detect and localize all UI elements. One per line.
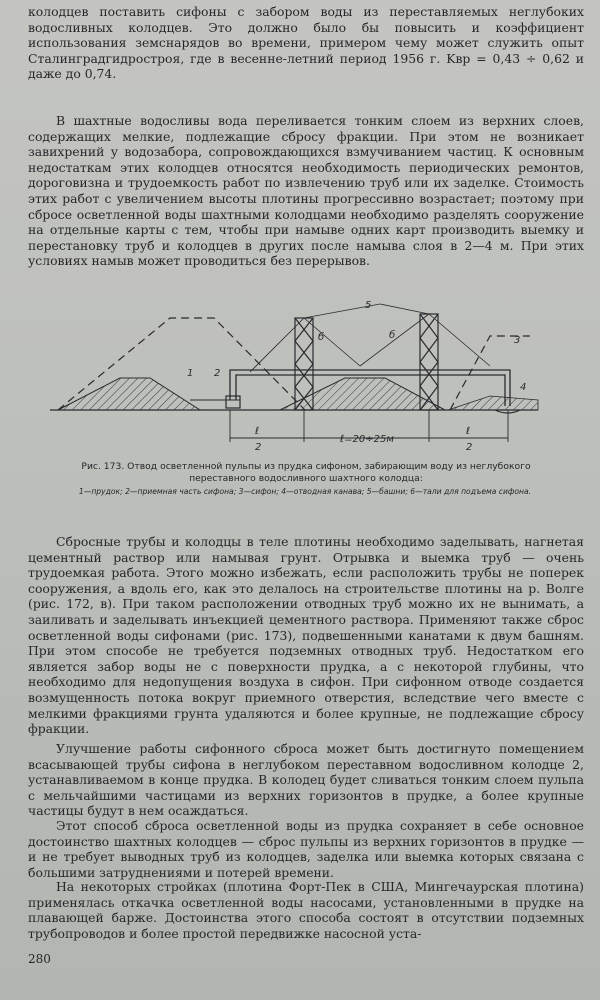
label-6b: б xyxy=(389,330,396,341)
paragraph-3: Сбросные трубы и колодцы в теле плотины необходимо заделывать, нагнетая цементный раствор или намывая грунт. Отрывка и выемка труб — очень трудоемкая работа. Этого можно избежать, если расположить трубы не поперек сооружения, а вдоль его, как это делалось на строительстве плотины на р. Волге (рис. 172, в). При таком расположении отводных труб можно их не вынимать, а заиливать и заделывать инъекцией цементного раствора. Применяют также сброс осветленной воды сифонами (рис. 173), подвешенными канатами к двум башням. При этом способе не требуется подземных отводных труб. Недостатком его является забор воды не с поверхности прудка, а с некоторой глубины, что необходимо для недопущения воздуха в сифон. При сифонном отводе создается возмущенность потока вокруг приемного отверстия, вследствие чего вместе с мелкими фракциями грунта удаляются и более крупные, не подлежащие сбросу фракции. xyxy=(28,534,584,737)
label-6a: б xyxy=(318,332,325,343)
paragraph-1: колодцев поставить сифоны с забором воды из переставляемых неглубоких водосливных колодцев. Это должно было бы повысить и коэффициент использования земснарядов во времени, примером чему может служить опыт Сталинградгидростроя, где в весенне-летний период 1956 г. Kвр = 0,43 ÷ 0,62 и даже до 0,74. xyxy=(28,4,584,82)
figure-caption: Рис. 173. Отвод осветленной пульпы из прудка сифоном, забирающим воду из неглубокого переставного водосливного шахтного колодца: xyxy=(81,461,531,484)
paragraph-6: На некоторых стройках (плотина Форт-Пек в США, Мингечаурская плотина) применялась откачка осветленной воды насосами, установленными в прудке на плавающей барже. Достоинства этого способа состоят в отсутствии подземных трубопроводов и более простой передвижке насосной уста- xyxy=(28,879,584,941)
paragraph-4: Улучшение работы сифонного сброса может быть достигнуто помещением всасывающей трубы сифона в неглубоком переставном водосливном колодце 2, устанавливаемом в конце прудка. В колодец будет сливаться тонким слоем пульпа с мельчайшими частицами из верхних горизонтов в прудке, а более крупные частицы будут в нем осаждаться. xyxy=(28,741,584,819)
left-dam-body xyxy=(58,378,200,410)
right-tower xyxy=(420,314,438,410)
label-5: 5 xyxy=(365,300,372,311)
label-4: 4 xyxy=(520,382,527,393)
siphon-figure xyxy=(50,296,550,456)
tower-cables xyxy=(250,304,490,372)
paragraph-2: В шахтные водосливы вода переливается тонким слоем из верхних слоев, содержащих мелкие, подлежащие сбросу фракции. При этом не возникает завихрений у водозабора, сопровождающихся взмучиванием частиц. К основным недостаткам этих колодцев относятся необходимость периодических ремонтов, дороговизна и трудоемкость работ по извлечению труб или их заделке. Стоимость этих работ с увеличением высоты плотины прогрессивно возрастает; поэтому при сбросе осветленной воды шахтными колодцами необходимо разделять сооружение на отдельные карты с тем, чтобы при намыве одних карт производить выемку и перестановку труб и колодцев в других после намыва слоя в 2—4 м. При этих условиях намыв может проводиться без перерывов. xyxy=(28,113,584,269)
dim-center: ℓ=20÷25м xyxy=(340,434,394,445)
paragraph-5: Этот способ сброса осветленной воды из прудка сохраняет в себе основное достоинство шахтных колодцев — сброс пульпы из верхних горизонтов в прудке — и не требует выводных труб из колодцев, заделка или выемка которых связана с большими затруднениями и потерей времени. xyxy=(28,818,584,880)
dim-right-num: ℓ xyxy=(466,426,471,437)
dim-left-den: 2 xyxy=(255,442,262,453)
label-1: 1 xyxy=(187,368,194,379)
figure-legend: 1—прудок; 2—приемная часть сифона; 3—сифон; 4—отводная канава; 5—башни; 6—тали для подъема сифона. xyxy=(78,487,532,496)
label-3: 3 xyxy=(514,335,521,346)
page-number: 280 xyxy=(28,952,51,966)
dim-left-num: ℓ xyxy=(255,426,260,437)
label-2: 2 xyxy=(214,368,221,379)
intake-well xyxy=(226,396,240,408)
dim-right-den: 2 xyxy=(466,442,473,453)
